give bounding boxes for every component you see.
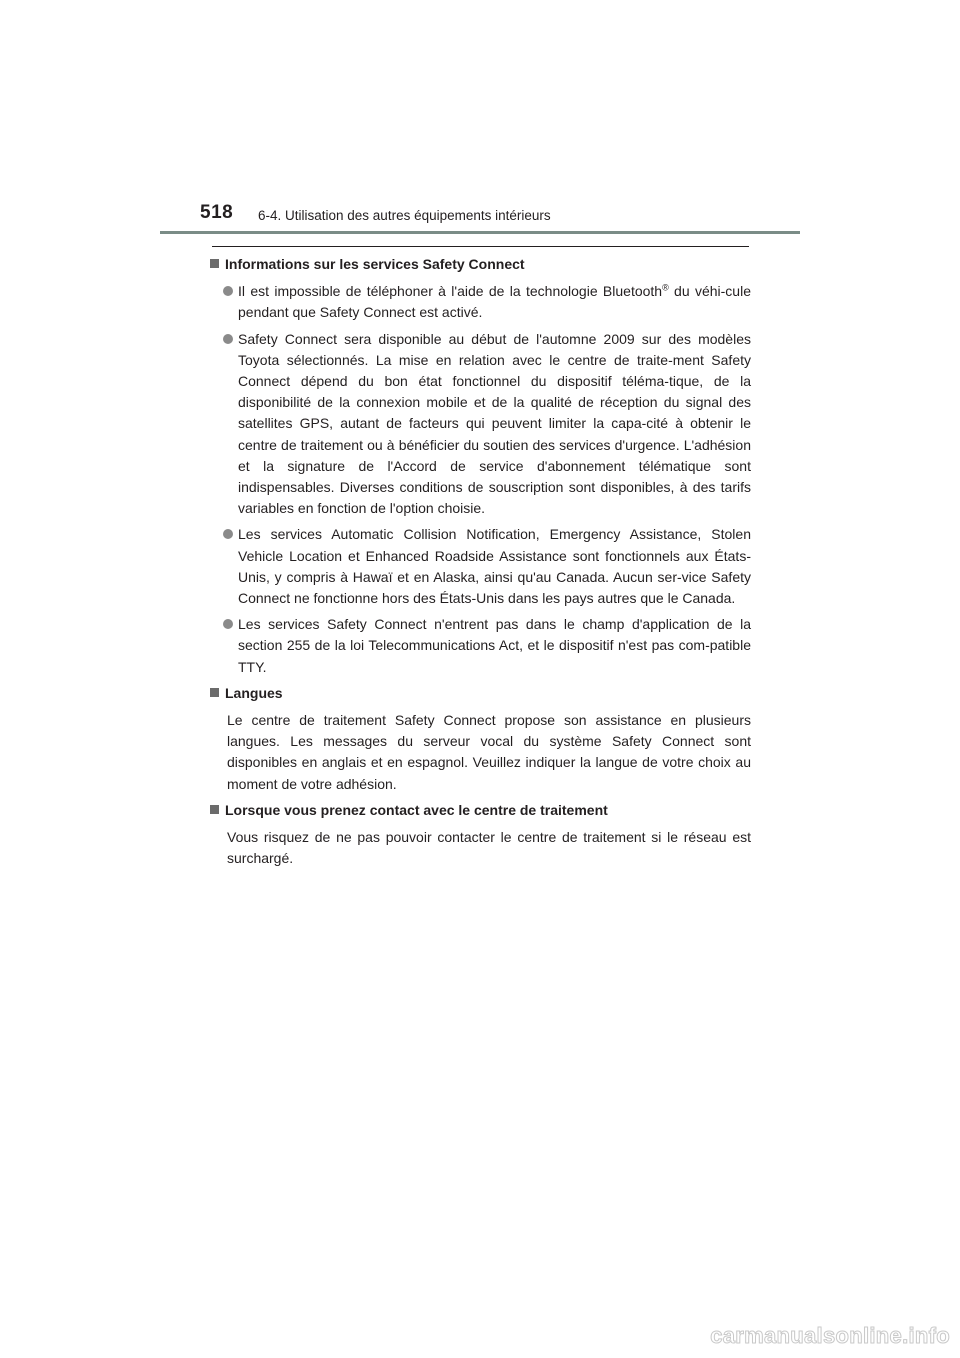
circle-bullet-icon [223, 529, 233, 539]
heading-text: Lorsque vous prenez contact avec le centre de traitement [225, 801, 608, 818]
heading-langues [210, 683, 751, 704]
heading-safety-connect-info [210, 254, 751, 275]
square-bullet-icon [210, 688, 219, 697]
page-number: 518 [200, 202, 234, 223]
registered-mark: ® [662, 282, 669, 293]
content-body [210, 254, 751, 874]
circle-bullet-icon [223, 334, 233, 344]
watermark [680, 1321, 950, 1351]
square-bullet-icon [210, 259, 219, 268]
heading-contact-centre [210, 800, 751, 821]
bullet-text: Safety Connect sera disponible au début de l'automne 2009 sur des modèles Toyota sélectionnés. La mise en relation avec le centre de traite-ment Safety Connect dépend du bon état fonctionnel du dispositif téléma-tique, de la disponibilité de la connexion mobile et de la qualité de réception du signal des satellites GPS, autant de facteurs qui peuvent limiter la capa-cité à obtenir le centre de traitement ou à bénéficier du soutien des services d'urgence. L'adhésion et la signature de l'Accord de service d'abonnement télématique sont indispensables. Diverses conditions de souscription sont disponibles, à des tarifs variables en fonction de l'option choisie. [238, 330, 751, 517]
watermark-text: carmanualsonline.info [710, 1323, 950, 1348]
content-rule [212, 246, 749, 247]
bullet-item [223, 614, 751, 678]
heading-text: Informations sur les services Safety Connect [225, 256, 525, 272]
bullet-text [238, 281, 751, 323]
paragraph: Le centre de traitement Safety Connect propose son assistance en plusieurs langues. Les messages du serveur vocal du système Safety Connect sont disponibles en anglais et en espagnol. Veuillez indiquer la langue de votre choix au moment de votre adhésion. [227, 712, 751, 792]
bullet-text-part: Il est impossible de téléphoner à l'aide de la technologie Bluetooth [238, 283, 663, 300]
heading-text: Langues [225, 684, 283, 701]
circle-bullet-icon [223, 286, 233, 296]
bullet-item [223, 329, 751, 520]
bullet-text-part: du véhi-cule pendant que Safety Connect est activé. [238, 283, 751, 321]
bullet-item [223, 281, 751, 323]
header-rule [160, 231, 800, 234]
bullet-text: Les services Automatic Collision Notification, Emergency Assistance, Stolen Vehicle Location et Enhanced Roadside Assistance sont fonctionnels aux États-Unis, y compris à Hawaï et en Alaska, ainsi qu'au Canada. Aucun ser-vice Safety Connect ne fonctionne hors des États-Unis dans les pays autres que le Canada. [238, 526, 751, 607]
circle-bullet-icon [223, 619, 233, 629]
paragraph: Vous risquez de ne pas pouvoir contacter le centre de traitement si le réseau est surchargé. [227, 829, 751, 867]
bullet-text: Les services Safety Connect n'entrent pas dans le champ d'application de la section 255 de la loi Telecommunications Act, et le dispositif n'est pas com-patible TTY. [238, 616, 751, 675]
square-bullet-icon [210, 805, 219, 814]
section-title: 6-4. Utilisation des autres équipements intérieurs [258, 208, 551, 223]
bullet-item [223, 524, 751, 609]
